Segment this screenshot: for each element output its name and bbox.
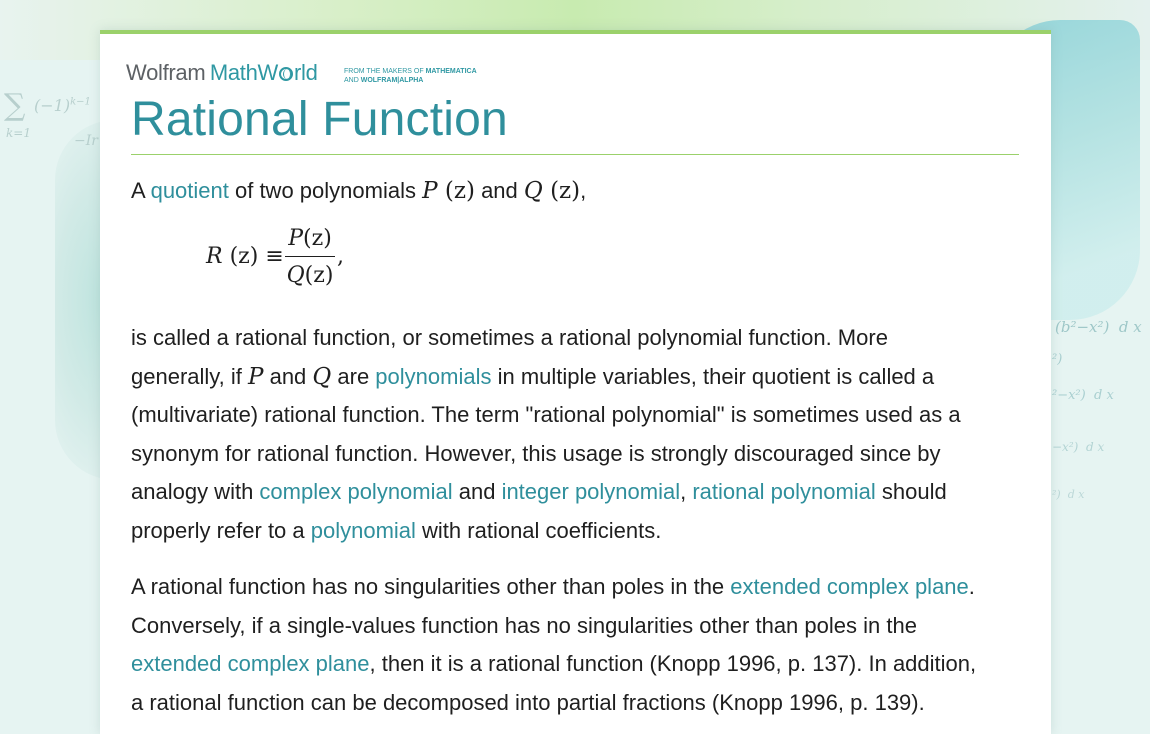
link-rational-polynomial[interactable]: rational polynomial [692,479,876,505]
body-paragraph-1: is called a rational function, or sometimes a rational polynomial function. More generally, if P and Q are polynomials in multiple variables, their quotient is called a (multivariate) rational function. The term "rational polynomial" is sometimes used as a synonym for rational function. However, this usage is strongly discouraged since by analogy with complex polynomial and integer polynomial, rational polynomial should properly refer to a polynomial with rational coefficients. [131,325,961,543]
link-extended-complex-plane[interactable]: extended complex plane [730,574,969,599]
link-complex-polynomial[interactable]: complex polynomial [259,479,453,505]
math-Q: Q (z) [523,178,581,204]
logo-wolfram-text: Wolfram [126,60,206,85]
article-page [100,30,1051,734]
link-extended-complex-plane[interactable]: extended complex plane [131,651,370,677]
background-formula: ²) d x [1052,488,1085,501]
body-paragraph-2: A rational function has no singularities other than poles in the extended complex plane. Conversely, if a single-values function has no singularities other than poles in the extended complex plane, then it is a rational function (Knopp 1996, p. 137). In addition, a rational function can be decomposed into partial fractions (Knopp 1996, p. 139). [131,574,977,715]
globe-icon [279,67,293,81]
fraction-denominator: Q(z) [286,263,334,288]
title-divider [131,154,1019,155]
equation-comma: , [337,244,344,269]
background-formula: −Ir [74,133,98,149]
logo-tagline: FROM THE MAKERS OF MATHEMATICA AND WOLFRAM|ALPHA [344,68,477,84]
page-title: Rational Function [131,93,508,146]
equation-fraction [285,224,335,291]
link-polynomials[interactable]: polynomials [375,363,492,389]
mathworld-logo[interactable] [126,60,477,86]
math-P: P (z) [422,178,475,204]
fraction-bar [285,256,335,257]
equation-lhs: R (z) ≡ [206,244,284,269]
background-formula: ²) [1052,352,1063,367]
background-formula: (b²−x²) d x [1055,318,1142,336]
intro-paragraph: A quotient of two polynomials P (z) and Q (z), [131,178,587,204]
fraction-numerator: P(z) [288,226,332,251]
link-quotient[interactable]: quotient [150,178,229,203]
logo-mathworld-text: MathW rld [209,60,318,85]
background-formula: −x²) d x [1052,440,1105,454]
background-formula: k=1 [6,126,31,140]
link-polynomial[interactable]: polynomial [310,517,416,543]
background-formula: ²−x²) d x [1052,388,1114,403]
background-formula: $(-1)^{k-1}$ [34,96,91,115]
link-integer-polynomial[interactable]: integer polynomial [501,479,681,505]
background-sum-symbol: ∑ [4,88,26,123]
